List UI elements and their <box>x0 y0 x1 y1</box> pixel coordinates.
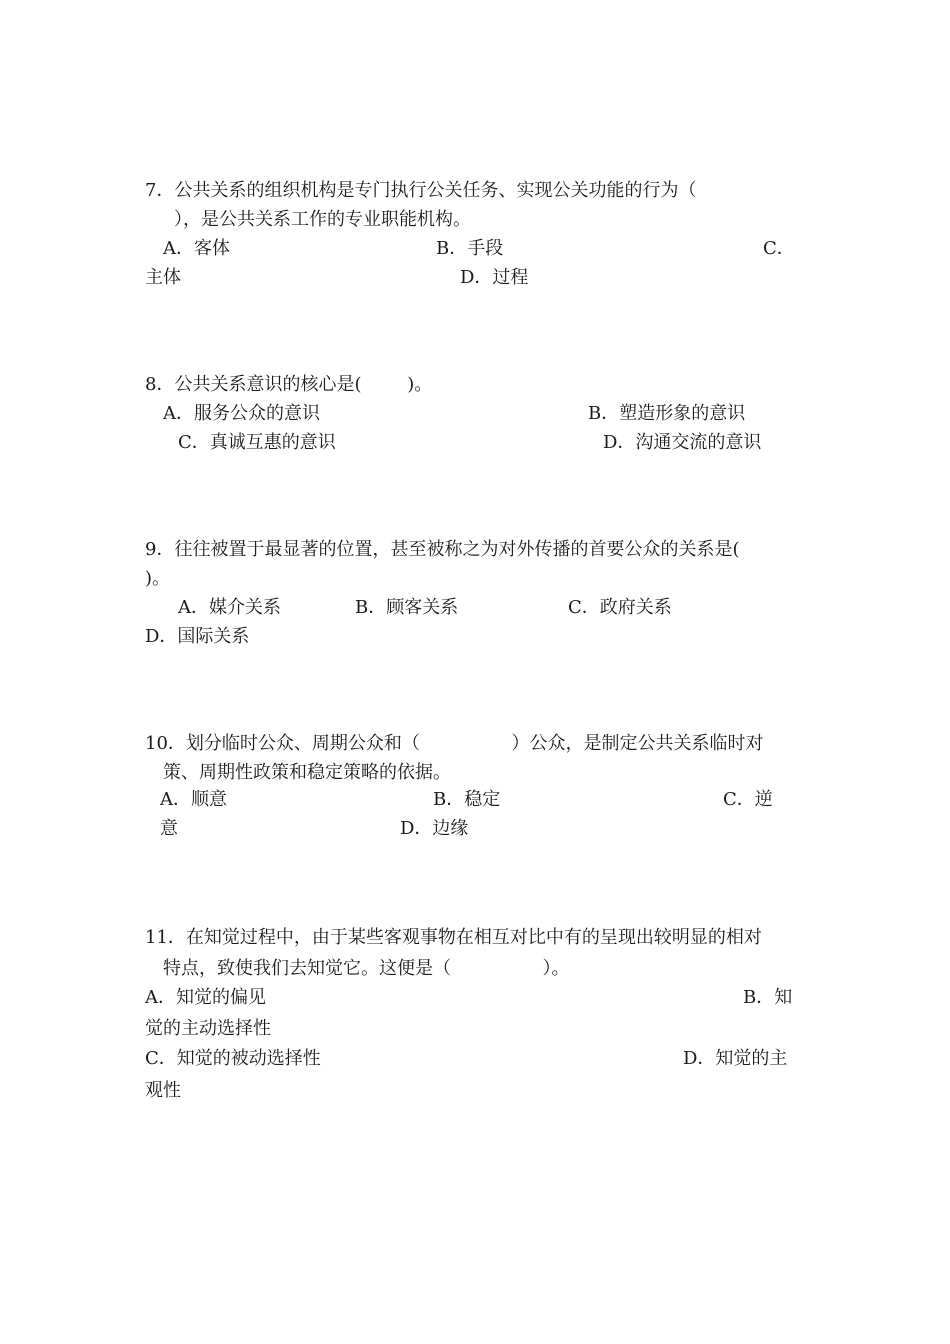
option-d-continued: 观性 <box>145 1080 181 1101</box>
question-stem: 9．往往被置于最显著的位置，甚至被称之为对外传播的首要公众的关系是( <box>145 539 740 560</box>
option-b-continued: 觉的主动选择性 <box>145 1018 271 1039</box>
option-d: D．知觉的主 <box>683 1048 788 1069</box>
question-stem-continued: )。 <box>145 568 171 589</box>
question-stem: 8．公共关系意识的核心是( )。 <box>145 374 433 395</box>
option-c-continued: 主体 <box>145 267 181 288</box>
option-b: B．稳定 <box>433 789 501 810</box>
question-stem-continued: 特点，致使我们去知觉它。这便是（ ）。 <box>163 958 570 979</box>
option-b: B．手段 <box>436 238 504 259</box>
option-d: D．过程 <box>460 267 529 288</box>
option-a: A．知觉的偏见 <box>145 987 266 1008</box>
question-stem: 7．公共关系的组织机构是专门执行公关任务、实现公关功能的行为（ <box>145 180 697 201</box>
option-d: D．国际关系 <box>145 626 250 647</box>
option-a: A．客体 <box>163 238 230 259</box>
option-b: B．顾客关系 <box>355 597 459 618</box>
question-stem-continued: 策、周期性政策和稳定策略的依据。 <box>163 762 451 783</box>
option-a: A．媒介关系 <box>178 597 281 618</box>
option-c: C．知觉的被动选择性 <box>145 1048 321 1069</box>
option-c: C．政府关系 <box>568 597 672 618</box>
option-c: C． <box>763 238 795 259</box>
option-b: B．知 <box>743 987 793 1008</box>
option-a: A．顺意 <box>160 789 227 810</box>
option-d: D．边缘 <box>400 818 469 839</box>
question-stem-continued: ），是公共关系工作的专业职能机构。 <box>174 209 471 230</box>
option-c-continued: 意 <box>160 818 178 839</box>
option-b: B．塑造形象的意识 <box>588 403 746 424</box>
option-c: C．真诚互惠的意识 <box>178 432 336 453</box>
option-c: C．逆 <box>723 789 773 810</box>
question-stem: 10．划分临时公众、周期公众和（ ）公众，是制定公共关系临时对 <box>145 733 764 754</box>
option-d: D．沟通交流的意识 <box>603 432 762 453</box>
option-a: A．服务公众的意识 <box>163 403 320 424</box>
question-stem: 11．在知觉过程中，由于某些客观事物在相互对比中有的呈现出较明显的相对 <box>145 927 762 948</box>
